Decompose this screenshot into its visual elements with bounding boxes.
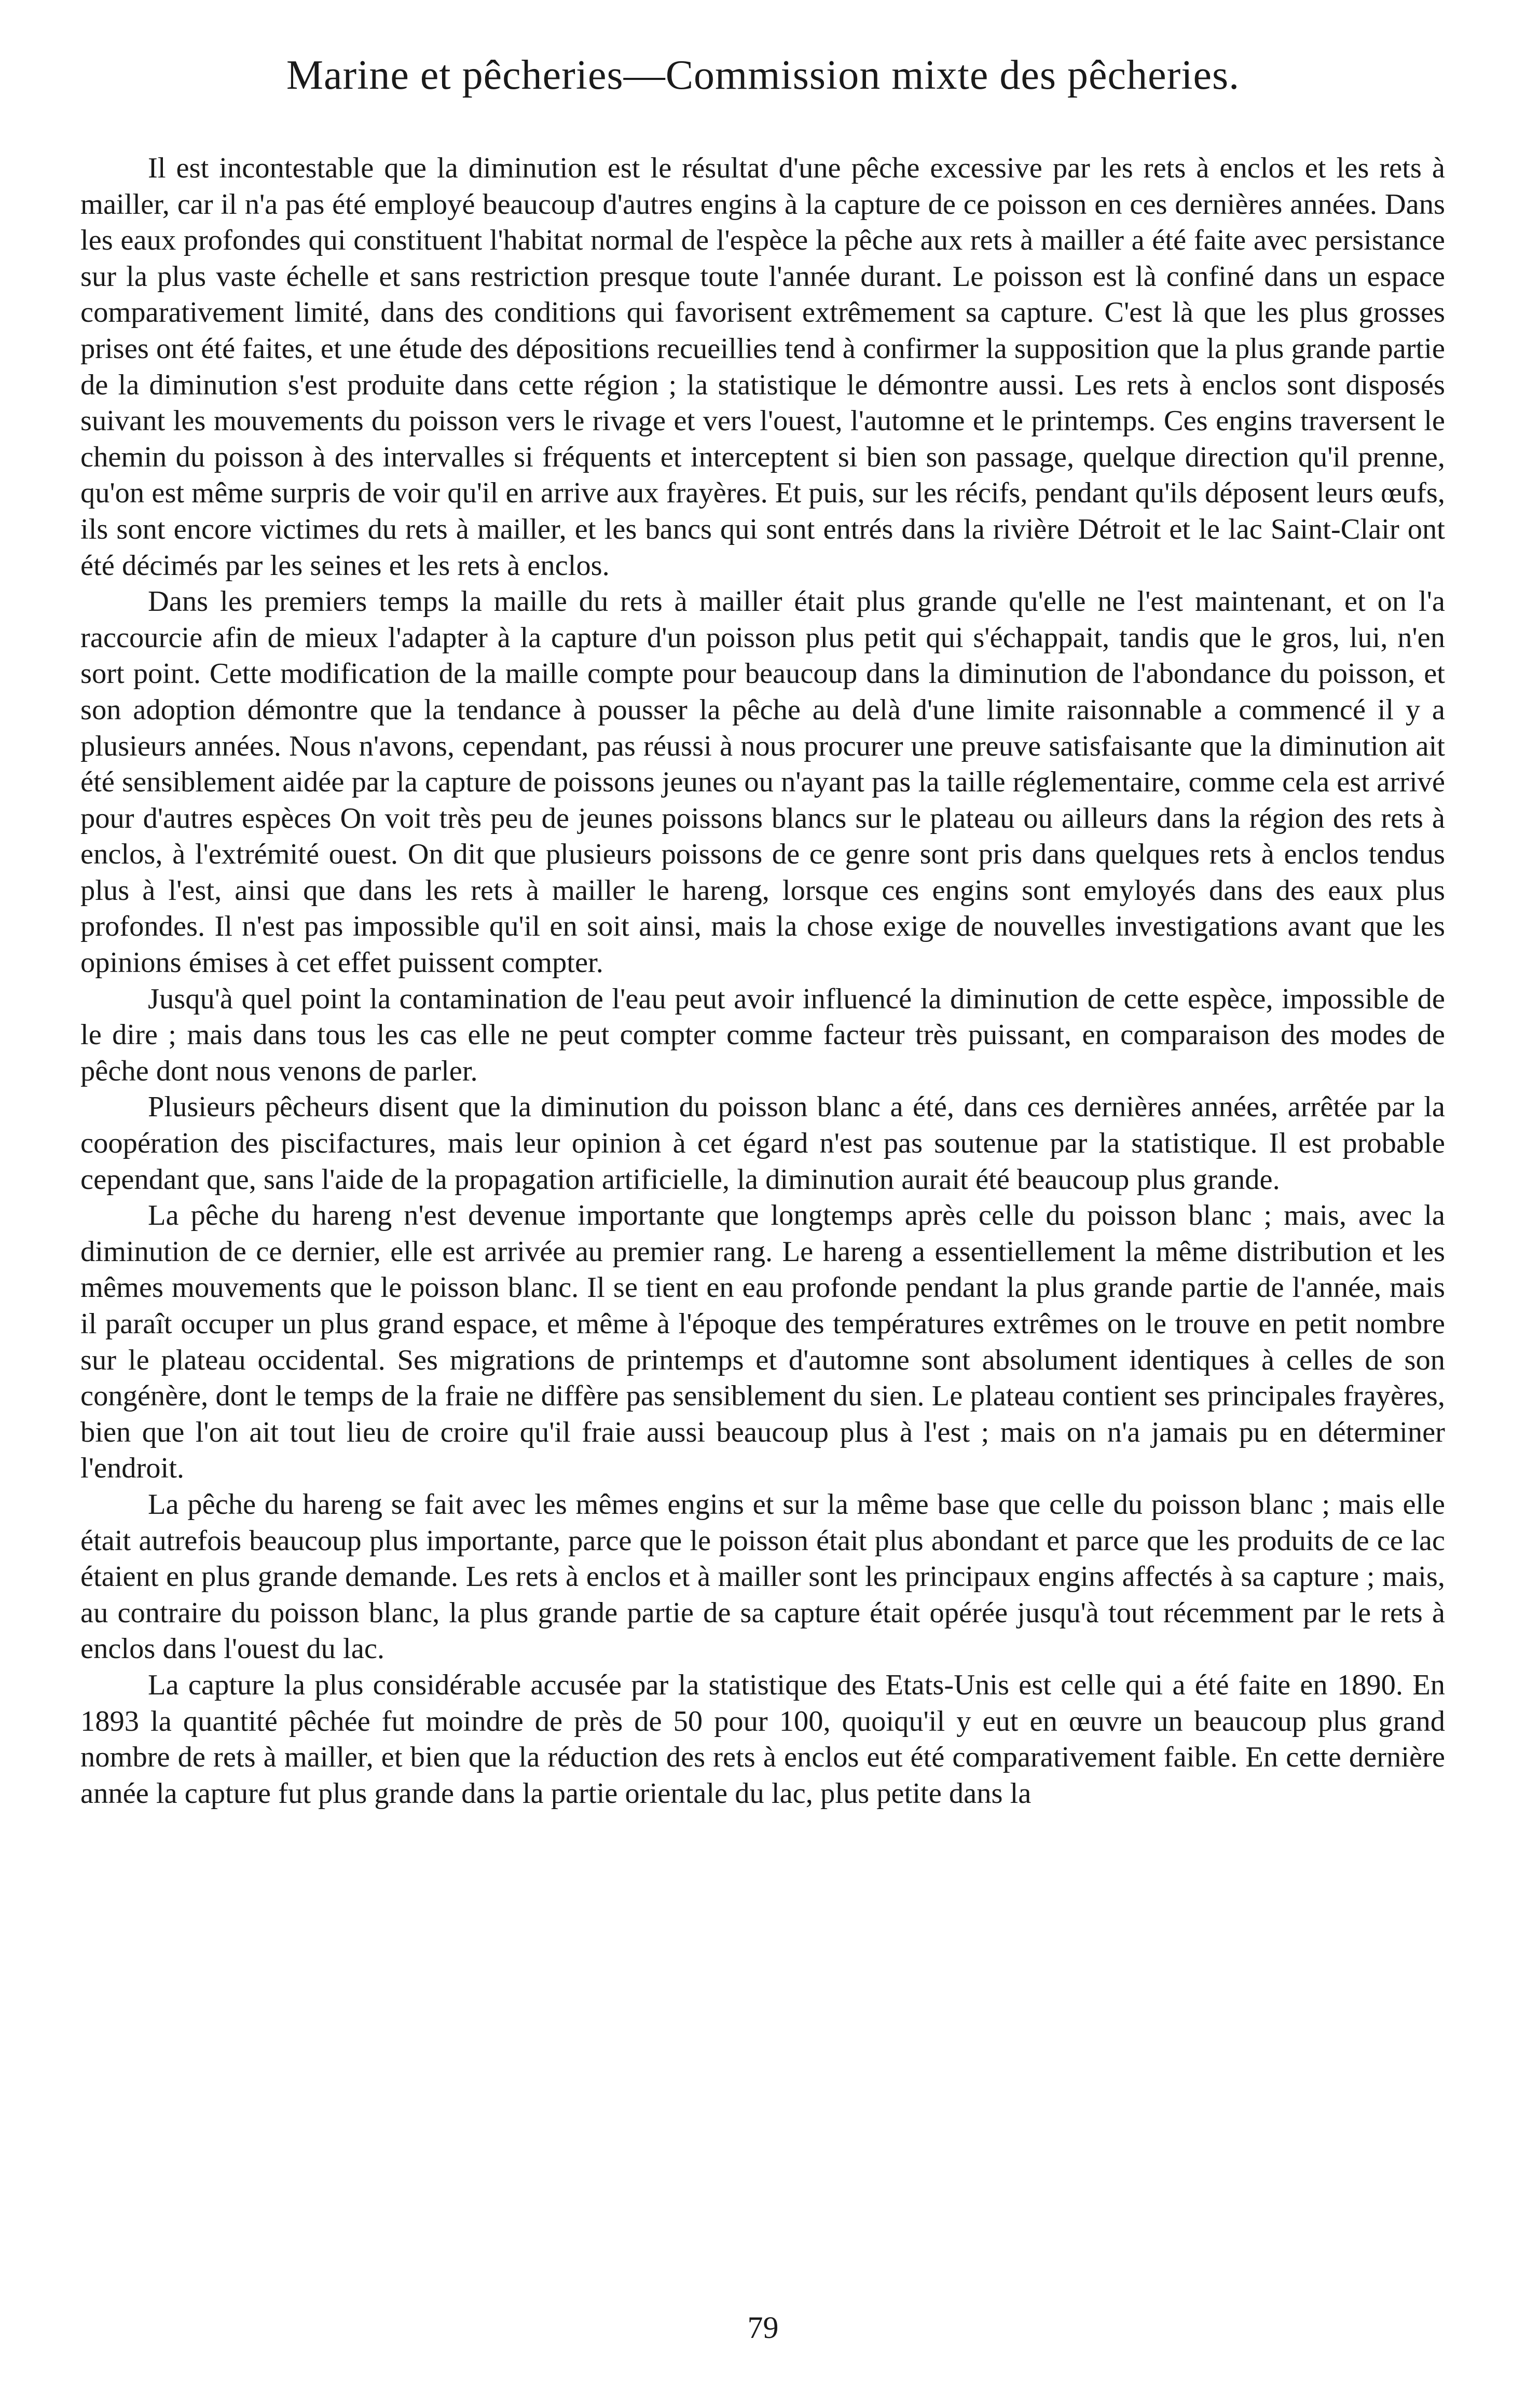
body-text xyxy=(80,150,1445,1812)
page-title: Marine et pêcheries—Commission mixte des pêcheries. xyxy=(286,52,1240,98)
paragraph-2: Dans les premiers temps la maille du rets à mailler était plus grande qu'elle ne l'est maintenant, et on l'a raccourcie afin de mieux l'adapter à la capture d'un poisson plus petit qui s'échappait, tandis que le gros, lui, n'en sort point. Cette modification de la maille compte pour beaucoup dans la diminution de l'abondance du poisson, et son adoption démontre que la tendance à pousser la pêche au delà d'une limite raisonnable a commencé il y a plusieurs années. Nous n'avons, cependant, pas réussi à nous procurer une preuve satisfaisante que la diminution ait été sensiblement aidée par la capture de poissons jeunes ou n'ayant pas la taille réglementaire, comme cela est arrivé pour d'autres espèces On voit très peu de jeunes poissons blancs sur le plateau ou ailleurs dans la région des rets à enclos, à l'extrémité ouest. On dit que plusieurs poissons de ce genre sont pris dans quelques rets à enclos tendus plus à l'est, ainsi que dans les rets à mailler le hareng, lorsque ces engins sont emyloyés dans des eaux plus profondes. Il n'est pas impossible qu'il en soit ainsi, mais la chose exige de nouvelles investigations avant que les opinions émises à cet effet puissent compter. xyxy=(80,585,1445,979)
paragraph-3: Jusqu'à quel point la contamination de l'eau peut avoir influencé la diminution de cette espèce, impossible de le dire ; mais dans tous les cas elle ne peut compter comme facteur très puissant, en comparaison des modes de pêche dont nous venons de parler. xyxy=(80,982,1445,1087)
paragraph-1: Il est incontestable que la diminution est le résultat d'une pêche excessive par les rets à enclos et les rets à mailler, car il n'a pas été employé beaucoup d'autres engins à la capture de ce poisson en ces dernières années. Dans les eaux profondes qui constituent l'habitat normal de l'espèce la pêche aux rets à mailler a été faite avec persistance sur la plus vaste échelle et sans restriction presque toute l'année durant. Le poisson est là confiné dans un espace comparativement limité, dans des conditions qui favorisent extrêmement sa capture. C'est là que les plus grosses prises ont été faites, et une étude des dépositions recueillies tend à confirmer la supposition que la plus grande partie de la diminution s'est produite dans cette région ; la statistique le démontre aussi. Les rets à enclos sont disposés suivant les mouvements du poisson vers le rivage et vers l'ouest, l'automne et le printemps. Ces engins traversent le chemin du poisson à des intervalles si fréquents et interceptent si bien son passage, quelque direction qu'il prenne, qu'on est même surpris de voir qu'il en arrive aux frayères. Et puis, sur les récifs, pendant qu'ils déposent leurs œufs, ils sont encore victimes du rets à mailler, et les bancs qui sont entrés dans la rivière Détroit et le lac Saint-Clair ont été décimés par les seines et les rets à enclos. xyxy=(80,152,1445,582)
paragraph-4: Plusieurs pêcheurs disent que la diminution du poisson blanc a été, dans ces dernières années, arrêtée par la coopération des piscifactures, mais leur opinion à cet égard n'est pas soutenue par la statistique. Il est probable cependant que, sans l'aide de la propagation artificielle, la diminution aurait été beaucoup plus grande. xyxy=(80,1091,1445,1196)
paragraph-6: La pêche du hareng se fait avec les mêmes engins et sur la même base que celle du poisson blanc ; mais elle était autrefois beaucoup plus importante, parce que le poisson était plus abondant et parce que les produits de ce lac étaient en plus grande demande. Les rets à enclos et à mailler sont les principaux engins affectés à sa capture ; mais, au contraire du poisson blanc, la plus grande partie de sa capture était opérée jusqu'à tout récemment par le rets à enclos dans l'ouest du lac. xyxy=(80,1488,1445,1665)
page-number: 79 xyxy=(747,2310,779,2345)
paragraph-7: La capture la plus considérable accusée par la statistique des Etats-Unis est celle qui a été faite en 1890. En 1893 la quantité pêchée fut moindre de près de 50 pour 100, quoiqu'il y eut en œuvre un beaucoup plus grand nombre de rets à mailler, et bien que la réduction des rets à enclos eut été comparativement faible. En cette dernière année la capture fut plus grande dans la partie orientale du lac, plus petite dans la xyxy=(80,1668,1445,1810)
paragraph-5: La pêche du hareng n'est devenue importante que longtemps après celle du poisson blanc ; mais, avec la diminution de ce dernier, elle est arrivée au premier rang. Le hareng a essentiellement la même distribution et les mêmes mouvements que le poisson blanc. Il se tient en eau profonde pendant la plus grande partie de l'année, mais il paraît occuper un plus grand espace, et même à l'époque des températures extrêmes on le trouve en petit nombre sur le plateau occidental. Ses migrations de printemps et d'automne sont absolument identiques à celles de son congénère, dont le temps de la fraie ne diffère pas sensiblement du sien. Le plateau contient ses principales frayères, bien que l'on ait tout lieu de croire qu'il fraie aussi beaucoup plus à l'est ; mais on n'a jamais pu en déterminer l'endroit. xyxy=(80,1199,1445,1485)
